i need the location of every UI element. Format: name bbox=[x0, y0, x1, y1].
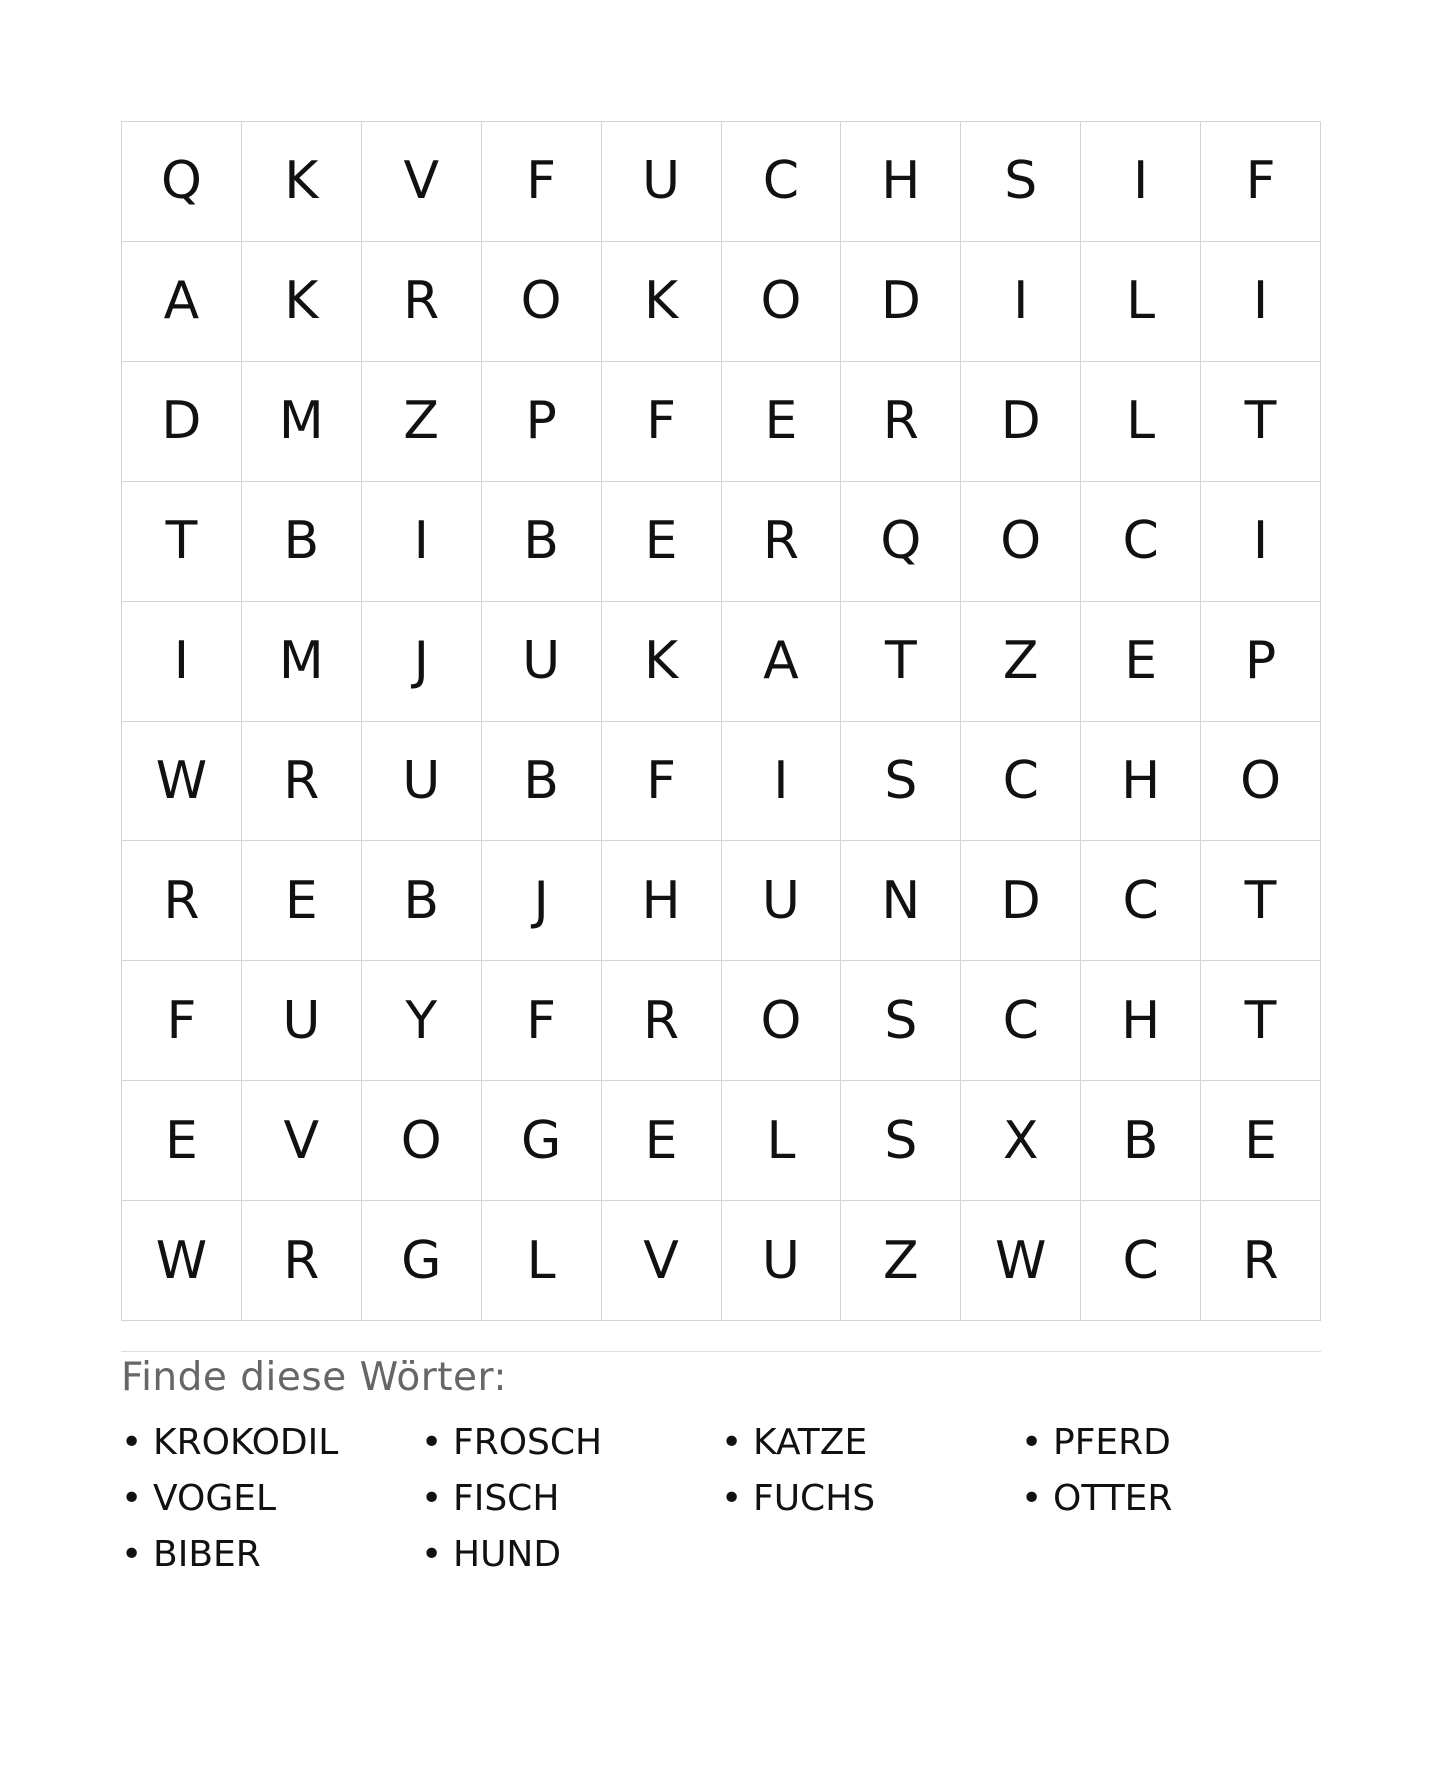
grid-cell[interactable]: P bbox=[482, 362, 602, 482]
grid-cell[interactable]: F bbox=[602, 362, 722, 482]
grid-cell[interactable]: S bbox=[841, 961, 961, 1081]
grid-cell[interactable]: W bbox=[961, 1201, 1081, 1321]
bullet-icon: • bbox=[421, 1422, 443, 1463]
grid-cell[interactable]: D bbox=[122, 362, 242, 482]
grid-cell[interactable]: I bbox=[362, 482, 482, 602]
word-label: HUND bbox=[453, 1534, 562, 1575]
word-list-item bbox=[721, 1471, 1021, 1527]
grid-cell[interactable]: U bbox=[722, 1201, 842, 1321]
grid-cell[interactable]: G bbox=[482, 1081, 602, 1201]
bullet-icon: • bbox=[121, 1478, 143, 1519]
grid-cell[interactable]: S bbox=[841, 722, 961, 842]
grid-cell[interactable]: E bbox=[1201, 1081, 1321, 1201]
grid-cell[interactable]: T bbox=[1201, 362, 1321, 482]
grid-cell[interactable]: S bbox=[841, 1081, 961, 1201]
letter-grid bbox=[121, 121, 1321, 1321]
word-label: FROSCH bbox=[453, 1422, 603, 1463]
word-list-item bbox=[1021, 1471, 1321, 1527]
word-list-title: Finde diese Wörter: bbox=[121, 1355, 508, 1400]
grid-cell[interactable]: R bbox=[1201, 1201, 1321, 1321]
grid-cell[interactable]: R bbox=[722, 482, 842, 602]
word-list-item bbox=[121, 1471, 421, 1527]
grid-cell[interactable]: I bbox=[1201, 482, 1321, 602]
grid-cell[interactable]: F bbox=[122, 961, 242, 1081]
grid-cell[interactable]: F bbox=[1201, 122, 1321, 242]
grid-cell[interactable]: I bbox=[1081, 122, 1201, 242]
grid-cell[interactable]: Z bbox=[362, 362, 482, 482]
grid-cell[interactable]: O bbox=[482, 242, 602, 362]
bullet-icon: • bbox=[421, 1534, 443, 1575]
grid-cell[interactable]: H bbox=[1081, 961, 1201, 1081]
word-list-item bbox=[121, 1415, 421, 1471]
grid-cell[interactable]: U bbox=[602, 122, 722, 242]
grid-cell[interactable]: O bbox=[722, 242, 842, 362]
grid-cell[interactable]: Y bbox=[362, 961, 482, 1081]
grid-cell[interactable]: R bbox=[122, 841, 242, 961]
grid-cell[interactable]: O bbox=[362, 1081, 482, 1201]
grid-cell[interactable]: E bbox=[242, 841, 362, 961]
grid-cell[interactable]: U bbox=[482, 602, 602, 722]
word-label: FUCHS bbox=[753, 1478, 876, 1519]
grid-cell[interactable]: H bbox=[1081, 722, 1201, 842]
bullet-icon: • bbox=[721, 1422, 743, 1463]
grid-cell[interactable]: Q bbox=[841, 482, 961, 602]
word-list-item bbox=[421, 1471, 721, 1527]
grid-cell[interactable]: L bbox=[722, 1081, 842, 1201]
word-label: PFERD bbox=[1053, 1422, 1171, 1463]
grid-cell[interactable]: I bbox=[961, 242, 1081, 362]
word-label: VOGEL bbox=[153, 1478, 277, 1519]
grid-cell[interactable]: M bbox=[242, 602, 362, 722]
grid-cell[interactable]: S bbox=[961, 122, 1081, 242]
grid-cell[interactable]: L bbox=[1081, 362, 1201, 482]
grid-cell[interactable]: L bbox=[1081, 242, 1201, 362]
grid-cell[interactable]: K bbox=[602, 242, 722, 362]
grid-cell[interactable]: B bbox=[362, 841, 482, 961]
grid-cell[interactable]: K bbox=[242, 122, 362, 242]
grid-cell[interactable]: L bbox=[482, 1201, 602, 1321]
bullet-icon: • bbox=[121, 1534, 143, 1575]
grid-cell[interactable]: C bbox=[961, 722, 1081, 842]
grid-cell[interactable]: D bbox=[961, 362, 1081, 482]
grid-cell[interactable]: Z bbox=[961, 602, 1081, 722]
word-label: FISCH bbox=[453, 1478, 560, 1519]
grid-cell[interactable]: I bbox=[122, 602, 242, 722]
grid-cell[interactable]: O bbox=[961, 482, 1081, 602]
grid-cell[interactable]: I bbox=[1201, 242, 1321, 362]
grid-cell[interactable]: W bbox=[122, 1201, 242, 1321]
bullet-icon: • bbox=[1021, 1422, 1043, 1463]
grid-cell[interactable]: U bbox=[242, 961, 362, 1081]
grid-cell[interactable]: C bbox=[1081, 482, 1201, 602]
bullet-icon: • bbox=[1021, 1478, 1043, 1519]
grid-cell[interactable]: E bbox=[602, 482, 722, 602]
grid-cell[interactable]: V bbox=[362, 122, 482, 242]
grid-cell[interactable]: R bbox=[362, 242, 482, 362]
grid-cell[interactable]: B bbox=[242, 482, 362, 602]
grid-cell[interactable]: B bbox=[482, 482, 602, 602]
grid-cell[interactable]: O bbox=[1201, 722, 1321, 842]
grid-cell[interactable]: T bbox=[1201, 961, 1321, 1081]
grid-cell[interactable]: V bbox=[242, 1081, 362, 1201]
word-list-item bbox=[421, 1527, 721, 1583]
grid-cell[interactable]: U bbox=[722, 841, 842, 961]
grid-cell[interactable]: T bbox=[1201, 841, 1321, 961]
grid-cell[interactable]: C bbox=[722, 122, 842, 242]
grid-cell[interactable]: U bbox=[362, 722, 482, 842]
grid-cell[interactable]: J bbox=[362, 602, 482, 722]
word-label: KATZE bbox=[753, 1422, 868, 1463]
word-label: OTTER bbox=[1053, 1478, 1173, 1519]
grid-cell[interactable]: B bbox=[1081, 1081, 1201, 1201]
grid-cell[interactable]: K bbox=[242, 242, 362, 362]
grid-cell[interactable]: E bbox=[602, 1081, 722, 1201]
grid-cell[interactable]: E bbox=[122, 1081, 242, 1201]
grid-cell[interactable]: E bbox=[722, 362, 842, 482]
grid-cell[interactable]: H bbox=[602, 841, 722, 961]
grid-cell[interactable]: C bbox=[1081, 1201, 1201, 1321]
grid-cell[interactable]: F bbox=[602, 722, 722, 842]
grid-cell[interactable]: H bbox=[841, 122, 961, 242]
grid-cell[interactable]: T bbox=[122, 482, 242, 602]
grid-cell[interactable]: Z bbox=[841, 1201, 961, 1321]
grid-cell[interactable]: R bbox=[602, 961, 722, 1081]
grid-cell[interactable]: F bbox=[482, 122, 602, 242]
grid-cell[interactable]: C bbox=[1081, 841, 1201, 961]
bullet-icon: • bbox=[421, 1478, 443, 1519]
grid-cell[interactable]: R bbox=[841, 362, 961, 482]
grid-cell[interactable]: B bbox=[482, 722, 602, 842]
grid-cell[interactable]: T bbox=[841, 602, 961, 722]
word-list bbox=[121, 1415, 1321, 1583]
bullet-icon: • bbox=[121, 1422, 143, 1463]
word-label: BIBER bbox=[153, 1534, 261, 1575]
word-list-item bbox=[721, 1415, 1021, 1471]
divider bbox=[121, 1351, 1321, 1352]
grid-cell[interactable]: J bbox=[482, 841, 602, 961]
grid-cell[interactable]: F bbox=[482, 961, 602, 1081]
grid-cell[interactable]: R bbox=[242, 722, 362, 842]
grid-cell[interactable]: E bbox=[1081, 602, 1201, 722]
grid-cell[interactable]: V bbox=[602, 1201, 722, 1321]
grid-cell[interactable]: G bbox=[362, 1201, 482, 1321]
grid-cell[interactable]: N bbox=[841, 841, 961, 961]
grid-cell[interactable]: Q bbox=[122, 122, 242, 242]
grid-cell[interactable]: A bbox=[122, 242, 242, 362]
grid-cell[interactable]: I bbox=[722, 722, 842, 842]
grid-cell[interactable]: D bbox=[961, 841, 1081, 961]
grid-cell[interactable]: P bbox=[1201, 602, 1321, 722]
word-label: KROKODIL bbox=[153, 1422, 339, 1463]
grid-cell[interactable]: K bbox=[602, 602, 722, 722]
grid-cell[interactable]: D bbox=[841, 242, 961, 362]
grid-cell[interactable]: X bbox=[961, 1081, 1081, 1201]
grid-cell[interactable]: R bbox=[242, 1201, 362, 1321]
word-list-item bbox=[421, 1415, 721, 1471]
word-list-item bbox=[121, 1527, 421, 1583]
grid-cell[interactable]: M bbox=[242, 362, 362, 482]
grid-cell[interactable]: C bbox=[961, 961, 1081, 1081]
bullet-icon: • bbox=[721, 1478, 743, 1519]
grid-cell[interactable]: W bbox=[122, 722, 242, 842]
grid-cell[interactable]: O bbox=[722, 961, 842, 1081]
grid-cell[interactable]: A bbox=[722, 602, 842, 722]
word-list-item bbox=[1021, 1415, 1321, 1471]
